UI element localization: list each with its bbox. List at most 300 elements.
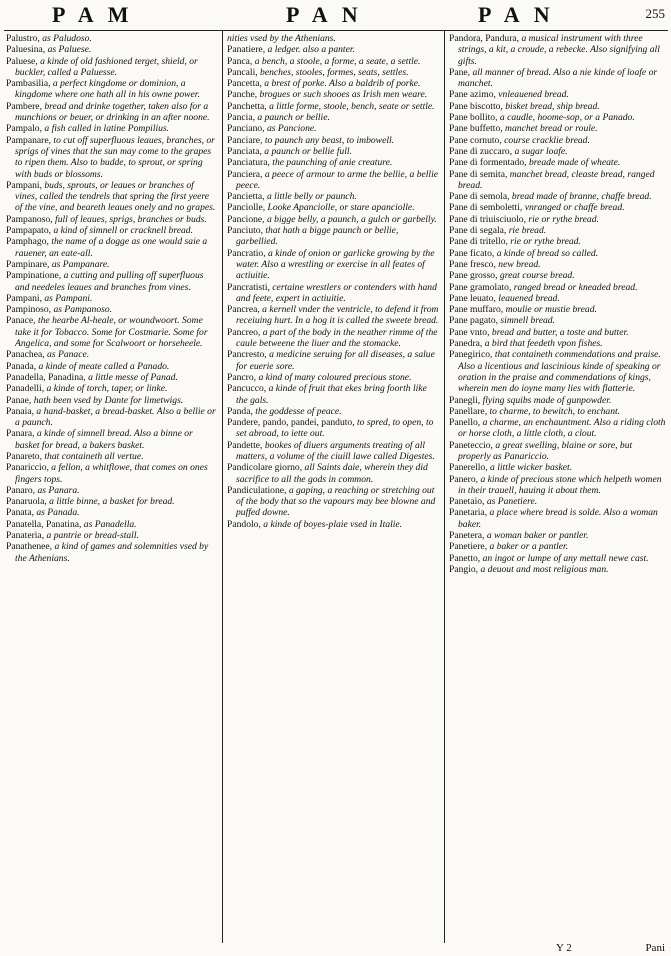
dictionary-entry bbox=[227, 67, 439, 78]
entry-definition: a kinde of old fashioned terget, shield, or buckler, called a Paluesse. bbox=[15, 55, 198, 78]
dictionary-entry bbox=[227, 519, 439, 530]
entry-headword: Pane buffetto, bbox=[449, 123, 506, 135]
entry-headword: Panatiere, bbox=[227, 44, 268, 56]
dictionary-entry bbox=[449, 338, 666, 349]
entry-headword: Panciera, bbox=[227, 168, 265, 180]
entry-headword: Panateria, bbox=[6, 530, 47, 542]
entry-headword: Pancro, bbox=[227, 371, 259, 383]
entry-headword: Pane di semboletti, bbox=[449, 202, 525, 214]
dictionary-entry bbox=[449, 67, 666, 90]
entry-definition: bread and butter, a toste and butter. bbox=[491, 326, 629, 338]
dictionary-entry bbox=[227, 202, 439, 213]
entry-headword: Pancratisti, bbox=[227, 281, 273, 293]
entry-definition: a kind of games and solemnities vsed by the Athenians. bbox=[15, 541, 209, 564]
entry-headword: Pane muffaro, bbox=[449, 304, 506, 316]
dictionary-entry bbox=[6, 315, 218, 349]
entry-headword: Pandicolare giorno, bbox=[227, 462, 305, 474]
dictionary-entry bbox=[449, 474, 666, 497]
entry-definition: a kinde of precious stone which helpeth women in their trauell, hauing it about them. bbox=[458, 473, 662, 496]
column-2 bbox=[227, 33, 439, 530]
entry-definition: a musical instrument with three strings, a kit, a croude, a rebecke. Also signifying all gifts. bbox=[458, 33, 660, 67]
entry-headword: Pane di tritello, bbox=[449, 236, 511, 248]
entry-headword: Panegli, bbox=[449, 394, 483, 406]
entry-headword: Pampinare, bbox=[6, 258, 52, 270]
dictionary-entry bbox=[6, 56, 218, 79]
entry-definition: a medicine seruing for all diseases, a salue for euerie sore. bbox=[236, 349, 435, 372]
entry-definition: buds, sprouts, or leaues or branches of vines, called the tendrels that spring the first yeere of the vine, and beareth leaues onely and no grapes. bbox=[15, 179, 216, 214]
entry-definition: manchet bread, cleaste bread, ranged bread. bbox=[458, 168, 655, 191]
dictionary-entry bbox=[449, 157, 666, 168]
dictionary-entry bbox=[449, 259, 666, 270]
entry-definition: great course bread. bbox=[499, 270, 575, 282]
entry-definition: a kinde of onion or garlicke growing by the water. Also a wrestling or exercise in all feates of actiuitie. bbox=[236, 247, 435, 282]
entry-headword: Pandette, bbox=[227, 439, 265, 451]
entry-headword: Pancetta, bbox=[227, 78, 265, 90]
entry-definition: to spred, to open, to set abroad, to iette out. bbox=[236, 417, 434, 440]
entry-definition: a bench, a stoole, a forme, a seate, a settle. bbox=[254, 55, 421, 67]
entry-definition: hath been vsed by Dante for limetwigs. bbox=[33, 394, 184, 406]
entry-headword: Pamphago, bbox=[6, 236, 52, 248]
catchword: Pani bbox=[645, 942, 665, 954]
dictionary-entry bbox=[6, 485, 218, 496]
dictionary-entry bbox=[227, 440, 439, 463]
entry-headword: Pancreo, bbox=[227, 326, 263, 338]
dictionary-entry bbox=[6, 225, 218, 236]
dictionary-entry bbox=[6, 44, 218, 55]
entry-headword: Panaro, bbox=[6, 484, 38, 496]
entry-definition: moulie or mustie bread. bbox=[505, 304, 597, 316]
entry-headword: Panca, bbox=[227, 55, 255, 67]
dictionary-entry bbox=[449, 169, 666, 192]
entry-definition: benches, stooles, formes, seats, settles. bbox=[260, 66, 409, 78]
dictionary-entry bbox=[227, 44, 439, 55]
dictionary-entry bbox=[227, 78, 439, 89]
dictionary-entry bbox=[449, 89, 666, 100]
column-3 bbox=[449, 33, 666, 575]
entry-definition: that containeth all vertue. bbox=[44, 450, 144, 462]
dictionary-entry bbox=[227, 372, 439, 383]
dictionary-entry bbox=[6, 451, 218, 462]
dictionary-entry bbox=[227, 225, 439, 248]
dictionary-entry bbox=[449, 293, 666, 304]
dictionary-entry bbox=[6, 259, 218, 270]
dictionary-entry bbox=[6, 530, 218, 541]
entry-headword: Panetaio, bbox=[449, 496, 487, 508]
entry-definition: new bread. bbox=[498, 258, 541, 270]
entry-definition: as Panetiere. bbox=[486, 496, 538, 508]
entry-headword: Pane vnto, bbox=[449, 326, 492, 338]
dictionary-entry bbox=[227, 406, 439, 417]
dictionary-entry bbox=[449, 191, 666, 202]
entry-definition: bookes of diuers arguments treating of all matters, a volume of the ciuill lawe called Digestes. bbox=[236, 439, 435, 462]
entry-definition: all manner of bread. Also a nie kinde of loafe or manchet. bbox=[458, 66, 658, 90]
entry-headword: Panace, bbox=[6, 315, 38, 327]
dictionary-entry bbox=[449, 225, 666, 236]
dictionary-entry bbox=[449, 349, 666, 394]
dictionary-entry bbox=[6, 236, 218, 259]
entry-headword: Panae, bbox=[6, 394, 34, 406]
entry-definition: bread and drinke together, taken also for a munchions or beuer, or drinking in an after noone. bbox=[15, 100, 210, 124]
entry-definition: as Panadella. bbox=[83, 518, 137, 530]
entry-definition: as Paludoso. bbox=[42, 33, 92, 44]
header-rule bbox=[4, 30, 668, 31]
entry-headword: Pane di triuisciuolo, bbox=[449, 213, 529, 225]
dictionary-entry bbox=[6, 214, 218, 225]
entry-definition: a pantrie or bread-stall. bbox=[46, 530, 139, 542]
entry-definition: as Pampanare. bbox=[51, 258, 110, 270]
dictionary-entry bbox=[6, 406, 218, 429]
dictionary-entry bbox=[449, 304, 666, 315]
entry-definition: manchet bread or roule. bbox=[505, 123, 598, 135]
header-center-word: PAN bbox=[286, 2, 372, 27]
entry-headword: Paluesina, bbox=[6, 44, 48, 56]
entry-headword: Panareto, bbox=[6, 450, 45, 462]
entry-definition: a paunch or bellie full. bbox=[264, 145, 352, 157]
entry-definition: that hath a bigge paunch or bellie, garbellied. bbox=[236, 225, 399, 248]
entry-definition: as Pampanoso. bbox=[53, 304, 113, 316]
dictionary-entry bbox=[227, 304, 439, 327]
dictionary-entry bbox=[6, 361, 218, 372]
column-divider-2 bbox=[444, 31, 445, 943]
dictionary-entry bbox=[449, 33, 666, 67]
entry-headword: Pampinatione, bbox=[6, 270, 64, 282]
dictionary-entry bbox=[6, 383, 218, 394]
entry-definition: a kind of many coloured precious stone. bbox=[258, 371, 412, 383]
dictionary-entry bbox=[449, 564, 666, 575]
entry-headword: Pane gramolato, bbox=[449, 281, 514, 293]
dictionary-entry bbox=[6, 395, 218, 406]
entry-definition: full of leaues, sprigs, branches or buds. bbox=[55, 213, 207, 225]
entry-headword: Pane ficato, bbox=[449, 247, 497, 259]
dictionary-entry bbox=[449, 101, 666, 112]
entry-headword: Panche, bbox=[227, 89, 260, 101]
entry-definition: course cracklie bread. bbox=[504, 134, 590, 146]
entry-headword: Panciolle, bbox=[227, 202, 268, 214]
entry-definition: to charme, to bewitch, to enchant. bbox=[489, 405, 621, 417]
entry-headword: Panero, bbox=[449, 473, 481, 485]
entry-definition: rie bread. bbox=[508, 225, 547, 237]
entry-definition: as Panace. bbox=[47, 349, 90, 361]
dictionary-entry bbox=[6, 507, 218, 518]
entry-headword: Pampapato, bbox=[6, 225, 54, 237]
dictionary-entry bbox=[227, 33, 439, 44]
entry-headword: Pancratio, bbox=[227, 247, 269, 259]
entry-headword: Pane pagato, bbox=[449, 315, 501, 327]
dictionary-entry bbox=[449, 135, 666, 146]
dictionary-entry bbox=[6, 101, 218, 124]
dictionary-entry bbox=[6, 180, 218, 214]
entry-headword: Pancietta, bbox=[227, 191, 267, 203]
dictionary-entry bbox=[6, 541, 218, 564]
entry-headword: Pane di semita, bbox=[449, 168, 510, 180]
entry-definition: the hearbe Al-heale, or woundwoort. Some take it for Tobacco. Some for Costmarie. Some for Angelica, and some for Scalwoort or horseheele. bbox=[15, 315, 208, 350]
entry-headword: Panada, bbox=[6, 360, 39, 372]
dictionary-entry bbox=[449, 417, 666, 440]
entry-headword: Panciata, bbox=[227, 145, 265, 157]
entry-headword: Pane, bbox=[449, 66, 473, 78]
entry-headword: Pangio, bbox=[449, 563, 481, 575]
entry-definition: a kinde of torch, taper, or linke. bbox=[46, 383, 168, 395]
entry-definition: bisket bread, ship bread. bbox=[505, 100, 600, 112]
entry-headword: Pancione, bbox=[227, 213, 267, 225]
entry-headword: Panchetta, bbox=[227, 100, 270, 112]
entry-definition: a perfect kingdome or dominion, a kingdome where one hath all in his owne power. bbox=[15, 78, 200, 101]
entry-definition: a kinde of bread so called. bbox=[496, 247, 599, 259]
entry-definition: as Panada. bbox=[36, 507, 80, 519]
entry-headword: Pandere, pando, pandei, panduto, bbox=[227, 417, 358, 429]
entry-headword: Panata, bbox=[6, 507, 37, 519]
entry-headword: Pane azimo, bbox=[449, 89, 499, 101]
dictionary-entry bbox=[227, 146, 439, 157]
dictionary-entry bbox=[6, 304, 218, 315]
entry-definition: a kinde of boyes-plaie vsed in Italie. bbox=[263, 518, 403, 530]
entry-headword: Paluese, bbox=[6, 55, 41, 67]
dictionary-entry bbox=[449, 462, 666, 473]
entry-definition: a bigge belly, a paunch, a gulch or garbelly. bbox=[266, 213, 437, 225]
entry-definition: a great swelling, blaine or sore, but properly as Panariccio. bbox=[458, 439, 633, 462]
entry-definition: a brest of porke. Also a baldrib of porke. bbox=[264, 78, 421, 90]
entry-headword: Pampanare, bbox=[6, 134, 54, 146]
dictionary-entry bbox=[449, 541, 666, 552]
dictionary-entry bbox=[227, 248, 439, 282]
entry-definition: a charme, an enchauntment. Also a riding cloth or horse cloth, a little cloth, a clout. bbox=[458, 417, 666, 440]
entry-headword: Panatella, Panatina, bbox=[6, 518, 84, 530]
entry-headword: Panathenee, bbox=[6, 541, 55, 553]
entry-definition: a kinde of simnell bread. Also a binne or basket for bread, a bakers basket. bbox=[15, 428, 193, 451]
dictionary-entry bbox=[6, 78, 218, 101]
entry-headword: Pampinoso, bbox=[6, 304, 54, 316]
dictionary-entry bbox=[6, 270, 218, 293]
entry-definition: a woman baker or pantler. bbox=[486, 530, 589, 542]
dictionary-entry bbox=[6, 428, 218, 451]
dictionary-entry bbox=[449, 406, 666, 417]
entry-headword: Pane di formentado, bbox=[449, 157, 529, 169]
entry-headword: Panariccio, bbox=[6, 462, 52, 474]
entry-definition: a kinde of fruit that ekes bring foorth like the gals. bbox=[236, 383, 427, 406]
dictionary-entry bbox=[449, 507, 666, 530]
entry-definition: the paunching of anie creature. bbox=[272, 157, 393, 169]
entry-headword: Pane fresco, bbox=[449, 258, 499, 270]
entry-definition: a little belly or paunch. bbox=[266, 191, 357, 203]
entry-definition: rie or rythe bread. bbox=[510, 236, 581, 248]
dictionary-entry bbox=[227, 349, 439, 372]
dictionary-entry bbox=[227, 157, 439, 168]
entry-headword: Panedra, bbox=[449, 338, 485, 350]
dictionary-entry bbox=[449, 530, 666, 541]
dictionary-entry bbox=[227, 135, 439, 146]
entry-definition: vnleauened bread. bbox=[498, 89, 569, 101]
entry-headword: Pampalo, bbox=[6, 123, 45, 135]
entry-headword: Panciano, bbox=[227, 123, 267, 135]
dictionary-entry bbox=[6, 293, 218, 304]
entry-headword: Panda, bbox=[227, 405, 256, 417]
entry-headword: Pane leuato, bbox=[449, 292, 499, 304]
entry-headword: Panetaria, bbox=[449, 507, 490, 519]
dictionary-entry bbox=[227, 417, 439, 440]
entry-definition: rie or rythe bread. bbox=[528, 213, 599, 225]
entry-definition: a place where bread is solde. Also a woman baker. bbox=[458, 507, 658, 530]
dictionary-entry bbox=[449, 395, 666, 406]
column-1 bbox=[6, 33, 218, 564]
entry-definition: a sugar loafe. bbox=[514, 145, 568, 157]
dictionary-entry bbox=[227, 191, 439, 202]
entry-definition: a kinde of meate called a Panado. bbox=[38, 360, 170, 372]
entry-headword: Pancucco, bbox=[227, 383, 269, 395]
dictionary-entry bbox=[227, 327, 439, 350]
entry-headword: Pandolo, bbox=[227, 518, 264, 530]
entry-definition: as Paluese. bbox=[47, 44, 92, 56]
entry-definition: as Panara. bbox=[37, 484, 80, 496]
entry-headword: Panciare, bbox=[227, 134, 265, 146]
dictionary-entry bbox=[449, 248, 666, 259]
dictionary-entry bbox=[227, 462, 439, 485]
entry-headword: Pampani, bbox=[6, 292, 45, 304]
dictionary-entry bbox=[449, 282, 666, 293]
entry-headword: Pancali, bbox=[227, 66, 261, 78]
entry-definition: all Saints daie, wherein they did sacrifice to all the gods in common. bbox=[236, 462, 428, 485]
entry-definition: a part of the body in the neather rimme of the caule betweene the liuer and the stomacke. bbox=[236, 326, 438, 350]
entry-definition: a gaping, a reaching or stretching out of the body that so the vapours may bee blowne and puffed downe. bbox=[236, 484, 436, 519]
entry-definition: an ingot or lumpe of any mettall newe cast. bbox=[482, 552, 649, 564]
dictionary-entry bbox=[227, 485, 439, 519]
entry-definition: brogues or such shooes as Irish men weare. bbox=[259, 89, 428, 101]
dictionary-entry bbox=[6, 33, 218, 44]
dictionary-entry bbox=[449, 236, 666, 247]
entry-definition: a kernell vnder the ventricle, to defend it from receiuing hurt. In a hog it is called the sweete bread. bbox=[236, 304, 439, 327]
entry-definition: a little messe of Panad. bbox=[88, 371, 178, 383]
entry-definition: a bird that feedeth vpon fishes. bbox=[484, 338, 603, 350]
entry-definition: a deuout and most religious man. bbox=[480, 563, 609, 575]
entry-headword: Panegirico, bbox=[449, 349, 495, 361]
dictionary-entry bbox=[449, 270, 666, 281]
page-number: 255 bbox=[645, 6, 665, 21]
entry-headword: Pambere, bbox=[6, 100, 45, 112]
entry-headword: Pancrea, bbox=[227, 304, 263, 316]
dictionary-entry bbox=[227, 169, 439, 192]
entry-definition: nities vsed by the Athenians. bbox=[227, 33, 336, 44]
entry-headword: Panara, bbox=[6, 428, 37, 440]
entry-headword: Pane biscotto, bbox=[449, 100, 506, 112]
entry-definition: a baker or a pantler. bbox=[489, 541, 569, 553]
entry-definition: bread made of branne, chaffe bread. bbox=[511, 191, 652, 203]
entry-headword: Panadelli, bbox=[6, 383, 47, 395]
dictionary-entry bbox=[449, 214, 666, 225]
entry-definition: that containeth commendations and praise. Also a licentious and lascinious kinde of speaking or oration in the praise and commendations of kings, wherein men do ioyne many lies with flatterie. bbox=[458, 349, 661, 395]
entry-headword: Pane grosso, bbox=[449, 270, 500, 282]
entry-definition: a caudle, hoome-sop, or a Panado. bbox=[499, 112, 635, 124]
dictionary-entry bbox=[6, 372, 218, 383]
entry-headword: Panellare, bbox=[449, 405, 490, 417]
entry-definition: to cut off superfluous leaues, branches, or sprigs of vines that the sun may come to the grapes to ripen them. Also to budde, to sprout, or spring with buds or blossoms. bbox=[15, 134, 215, 180]
dictionary-entry bbox=[227, 56, 439, 67]
dictionary-entry bbox=[449, 315, 666, 326]
entry-definition: certaine wrestlers or contenders with hand and feete, expert in actiuitie. bbox=[236, 281, 437, 304]
dictionary-entry bbox=[6, 135, 218, 180]
entry-headword: Panaia, bbox=[6, 405, 37, 417]
dictionary-entry bbox=[449, 112, 666, 123]
entry-headword: Paneteccio, bbox=[449, 439, 496, 451]
entry-headword: Pampanoso, bbox=[6, 213, 56, 225]
entry-headword: Panerello, bbox=[449, 462, 491, 474]
entry-headword: Panachea, bbox=[6, 349, 48, 361]
entry-headword: Panetera, bbox=[449, 530, 487, 542]
column-divider-1 bbox=[222, 31, 223, 943]
dictionary-entry bbox=[227, 214, 439, 225]
dictionary-entry bbox=[6, 496, 218, 507]
dictionary-entry bbox=[449, 496, 666, 507]
dictionary-entry bbox=[449, 553, 666, 564]
entry-definition: breade made of wheate. bbox=[528, 157, 621, 169]
running-header bbox=[0, 2, 671, 28]
entry-headword: Panciatura, bbox=[227, 157, 273, 169]
entry-headword: Panaruola, bbox=[6, 496, 50, 508]
entry-headword: Pane cornuto, bbox=[449, 134, 505, 146]
entry-definition: the goddesse of peace. bbox=[255, 405, 342, 417]
entry-definition: a cutting and pulling off superfluous and needeles leaues and branches from vines. bbox=[15, 270, 204, 293]
entry-definition: a little wicker basket. bbox=[490, 462, 573, 474]
signature-mark: Y 2 bbox=[556, 942, 572, 954]
entry-definition: a hand-basket, a bread-basket. Also a bellie or a paunch. bbox=[15, 405, 216, 429]
entry-definition: the name of a dogge as one would saie a rauener, an eate-all. bbox=[15, 236, 208, 259]
dictionary-entry bbox=[6, 349, 218, 360]
entry-definition: as Pancione. bbox=[266, 123, 317, 135]
entry-headword: Panciuto, bbox=[227, 225, 266, 237]
entry-headword: Panadella, Panadina, bbox=[6, 371, 89, 383]
dictionary-entry bbox=[227, 101, 439, 112]
entry-definition: a peece of armour to arme the bellie, a bellie peece. bbox=[236, 168, 439, 191]
entry-headword: Pancresto, bbox=[227, 349, 270, 361]
entry-headword: Pandiculatione, bbox=[227, 484, 289, 496]
entry-headword: Panetto, bbox=[449, 552, 483, 564]
entry-definition: Looke Apanciolle, or stare apanciolle. bbox=[267, 202, 415, 214]
dictionary-entry bbox=[6, 462, 218, 485]
entry-definition: a ledger. also a panter. bbox=[267, 44, 355, 56]
dictionary-entry bbox=[227, 123, 439, 134]
entry-headword: Pampani, bbox=[6, 179, 45, 191]
entry-definition: vnranged or chaffe bread. bbox=[524, 202, 625, 214]
entry-definition: a paunch or bellie. bbox=[257, 112, 330, 124]
entry-definition: simnell bread. bbox=[500, 315, 555, 327]
header-right-word: PAN bbox=[478, 2, 564, 27]
dictionary-entry bbox=[449, 327, 666, 338]
dictionary-entry bbox=[449, 202, 666, 213]
entry-definition: as Pampani. bbox=[44, 292, 93, 304]
dictionary-entry bbox=[6, 519, 218, 530]
dictionary-entry bbox=[6, 123, 218, 134]
entry-definition: to paunch any beast, to imbowell. bbox=[264, 134, 395, 146]
entry-definition: a fish called in latine Pompilius. bbox=[44, 123, 170, 135]
dictionary-entry bbox=[227, 282, 439, 305]
entry-definition: a little forme, stoole, bench, seate or settle. bbox=[269, 100, 435, 112]
dictionary-entry bbox=[449, 123, 666, 134]
dictionary-entry bbox=[449, 440, 666, 463]
entry-definition: ranged bread or kneaded bread. bbox=[513, 281, 638, 293]
entry-headword: Pambasilia, bbox=[6, 78, 53, 90]
entry-definition: a little binne, a basket for bread. bbox=[49, 496, 175, 508]
entry-headword: Panetiere, bbox=[449, 541, 490, 553]
header-left-word: PAM bbox=[52, 2, 143, 27]
entry-definition: flying squibs made of gunpowder. bbox=[482, 394, 612, 406]
entry-headword: Pandora, Pandura, bbox=[449, 33, 522, 44]
entry-headword: Pane di semola, bbox=[449, 191, 512, 203]
dictionary-entry bbox=[227, 383, 439, 406]
entry-definition: a fellon, a whitflowe, that comes on ones fingers tops. bbox=[15, 462, 208, 485]
entry-headword: Pancia, bbox=[227, 112, 258, 124]
dictionary-entry bbox=[227, 112, 439, 123]
entry-headword: Panello, bbox=[449, 417, 483, 429]
dictionary-entry bbox=[449, 146, 666, 157]
entry-headword: Pane bollito, bbox=[449, 112, 500, 124]
